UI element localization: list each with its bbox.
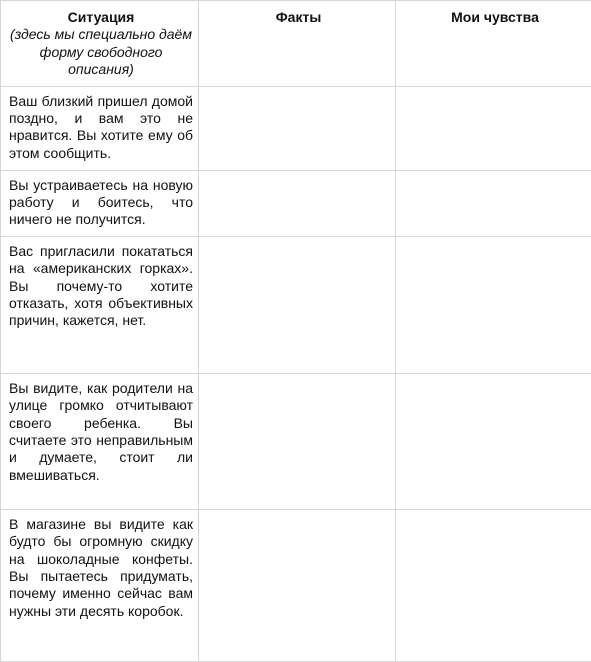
table-row bbox=[1, 86, 591, 170]
feelings-cell[interactable] bbox=[396, 509, 591, 661]
situation-cell: Ваш близкий пришел домой поздно, и вам это не нравится. Вы хотите ему об этом сообщить. bbox=[1, 86, 199, 170]
feelings-cell[interactable] bbox=[396, 236, 591, 373]
feelings-cell[interactable] bbox=[396, 170, 591, 236]
facts-cell[interactable] bbox=[199, 509, 396, 661]
situation-cell: Вы устраиваетесь на новую работу и боитесь, что ничего не получится. bbox=[1, 170, 199, 236]
facts-cell[interactable] bbox=[199, 86, 396, 170]
situation-cell: В магазине вы видите как будто бы огромную скидку на шоколадные конфеты. Вы пытаетесь придумать, почему именно сейчас вам нужны эти десять коробок. bbox=[1, 509, 199, 661]
header-situation-label: Ситуация bbox=[68, 9, 135, 25]
header-situation bbox=[1, 1, 199, 87]
situation-cell: Вас пригласили покататься на «американских горках». Вы почему-то хотите отказать, хотя объективных причин, кажется, нет. bbox=[1, 236, 199, 373]
header-situation-hint: (здесь мы специально даём форму свободного описания) bbox=[9, 26, 193, 78]
feelings-cell[interactable] bbox=[396, 373, 591, 509]
facts-cell[interactable] bbox=[199, 373, 396, 509]
table-row bbox=[1, 170, 591, 236]
facts-cell[interactable] bbox=[199, 236, 396, 373]
header-feelings: Мои чувства bbox=[396, 1, 591, 87]
table-row bbox=[1, 236, 591, 373]
situation-cell: Вы видите, как родители на улице громко отчитывают своего ребенка. Вы считаете это неправильным и думаете, стоит ли вмешиваться. bbox=[1, 373, 199, 509]
table-row bbox=[1, 509, 591, 661]
feelings-cell[interactable] bbox=[396, 86, 591, 170]
table-row bbox=[1, 373, 591, 509]
header-facts: Факты bbox=[199, 1, 396, 87]
facts-cell[interactable] bbox=[199, 170, 396, 236]
header-row bbox=[1, 1, 591, 87]
